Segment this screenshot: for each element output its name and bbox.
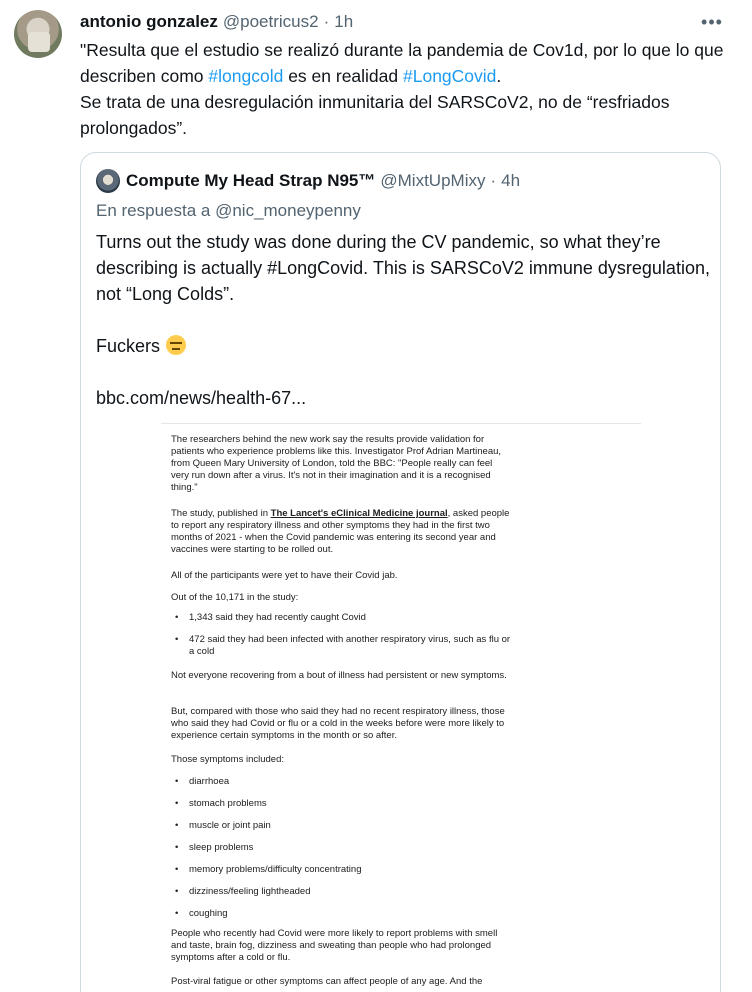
article-list bbox=[175, 612, 515, 658]
separator-dot: · bbox=[490, 171, 497, 190]
tweet-text-segment: . bbox=[496, 66, 502, 86]
article-text: The study, published in bbox=[171, 508, 271, 519]
article-paragraph: Out of the 10,171 in the study: bbox=[171, 592, 299, 603]
tweet-time[interactable]: 1h bbox=[334, 12, 354, 31]
lancet-link: The Lancet's eClinical Medicine journal bbox=[270, 508, 448, 519]
article-paragraph: People who recently had Covid were more likely to report problems with smell and taste, brain fog, dizziness and sweating than people who had prolonged symptoms after a cold or flu. bbox=[171, 928, 498, 963]
quote-avatar bbox=[96, 169, 120, 193]
list-item: • memory problems/difficulty concentrating bbox=[175, 864, 515, 876]
article-paragraph: Not everyone recovering from a bout of illness had persistent or new symptoms. bbox=[171, 670, 507, 681]
avatar[interactable] bbox=[14, 10, 62, 58]
list-item: • dizziness/feeling lightheaded bbox=[175, 886, 515, 898]
quote-fuckers: Fuckers bbox=[96, 336, 161, 356]
separator-dot: · bbox=[323, 12, 330, 31]
article-paragraph: But, compared with those who said they had no recent respiratory illness, those who said they had Covid or flu or a cold in the weeks before were more likely to experience certain symptoms in the month or so after. bbox=[171, 706, 505, 741]
article-list bbox=[175, 776, 515, 920]
article-paragraph: Post-viral fatigue or other symptoms can affect people of any age. And the bbox=[171, 976, 483, 987]
tweet-header bbox=[80, 10, 353, 34]
author-handle[interactable]: @poetricus2 bbox=[222, 12, 319, 31]
list-item: • muscle or joint pain bbox=[175, 820, 515, 832]
article-paragraph: The researchers behind the new work say the results provide validation for patients who experience problems like this. Investigator Prof Adrian Martineau, from Queen Mary University of London, told the BBC: "People really can feel very run down after a virus. It's not in their imagination and it is a recognised thing." bbox=[171, 434, 502, 493]
article-paragraph bbox=[171, 508, 511, 556]
quote-author-handle: @MixtUpMixy bbox=[380, 171, 486, 190]
quote-author-name: Compute My Head Strap N95™ bbox=[126, 171, 376, 190]
tweet-text-segment: es en realidad bbox=[283, 66, 403, 86]
tweet-text-segment: Se trata de una desregulación inmunitaria del SARSCoV2, no de “resfriados prolongados”. bbox=[80, 92, 670, 138]
quote-link[interactable]: bbc.com/news/health-67... bbox=[96, 388, 307, 408]
article-paragraph: All of the participants were yet to have their Covid jab. bbox=[171, 570, 398, 581]
more-options-icon[interactable]: ••• bbox=[701, 11, 723, 32]
quote-text bbox=[96, 229, 711, 411]
tweet-text bbox=[80, 37, 730, 141]
author-name[interactable]: antonio gonzalez bbox=[80, 12, 218, 31]
list-item: • 1,343 said they had recently caught Covid bbox=[175, 612, 515, 624]
quoted-tweet[interactable] bbox=[80, 152, 721, 992]
article-paragraph: Those symptoms included: bbox=[171, 754, 284, 765]
article-text: , asked people to report any respiratory illness and other symptoms they had in the first two months of 2021 - when the Covid pandemic was entering its second year and vaccines were starting to be rolled out. bbox=[171, 508, 510, 555]
list-item: • diarrhoea bbox=[175, 776, 515, 788]
tweet-text-segment: "Resulta que el estudio se realizó durante la pandemia de Cov1d, por lo que lo que describen como bbox=[80, 40, 724, 86]
list-item: • coughing bbox=[175, 908, 515, 920]
quote-header bbox=[96, 169, 520, 193]
unamused-face-icon bbox=[166, 335, 186, 355]
hashtag-link[interactable]: #longcold bbox=[208, 66, 284, 86]
quote-body: Turns out the study was done during the CV pandemic, so what they’re describing is actually #LongCovid. This is SARSCoV2 immune dysregulation, not “Long Colds”. bbox=[96, 232, 710, 304]
article-screenshot-image bbox=[161, 423, 641, 992]
hashtag-link[interactable]: #LongCovid bbox=[403, 66, 497, 86]
list-item: • sleep problems bbox=[175, 842, 515, 854]
list-item: • 472 said they had been infected with another respiratory virus, such as flu or a cold bbox=[175, 634, 515, 658]
replying-to: En respuesta a @nic_moneypenny bbox=[96, 201, 361, 220]
quote-time: 4h bbox=[501, 171, 521, 190]
list-item: • stomach problems bbox=[175, 798, 515, 810]
